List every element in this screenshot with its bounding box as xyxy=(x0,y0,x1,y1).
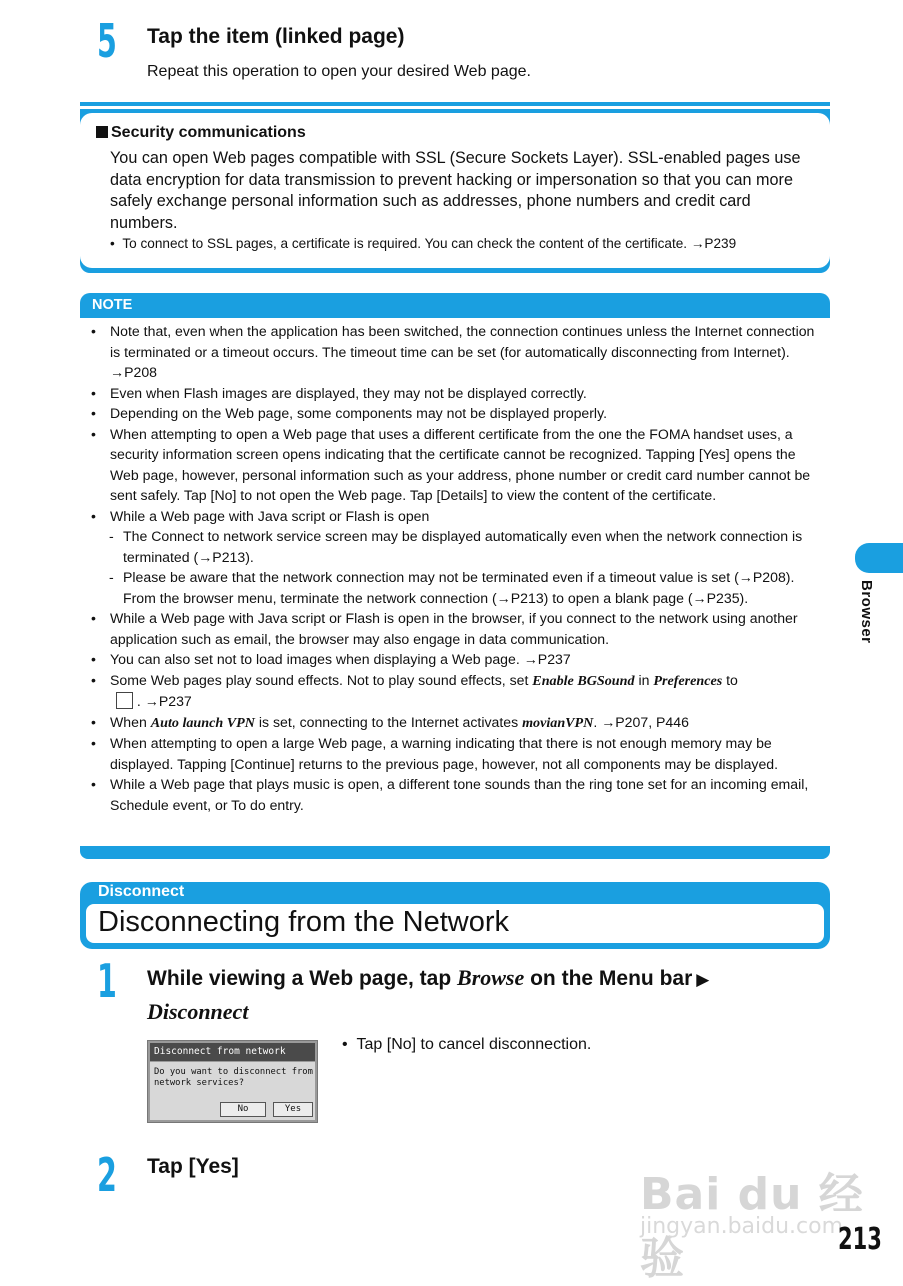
note-item: • Note that, even when the application has been switched, the connection continues unless the Internet connection is terminated or a timeout occurs. The timeout time can be set (for automatically disconnecting from Internet). →P208 xyxy=(91,323,815,380)
chapter-tab xyxy=(855,543,903,573)
square-bullet-icon xyxy=(96,126,108,138)
note-item: • When attempting to open a Web page that uses a different certificate from the one the FOMA handset uses, a security information screen opens indicating that the certificate cannot be recognized. Tapping [Yes] opens the Web page, however, personal information such as your address, phone number or credit card number cannot be sent safely. Tap [No] to not open the Web page. Tap [Details] to view the content of the certificate. xyxy=(91,425,811,503)
note-item: • You can also set not to load images when displaying a Web page. →P237 xyxy=(91,651,571,667)
note-item: • Even when Flash images are displayed, they may not be displayed correctly. xyxy=(91,384,587,401)
step-number-5: 5 xyxy=(97,14,117,68)
step-1-title: While viewing a Web page, tap Browse on the Menu bar ▶ Disconnect xyxy=(147,965,710,1024)
note-header xyxy=(80,293,830,318)
disconnect-menu-label: Disconnect xyxy=(147,999,249,1024)
step-number-1: 1 xyxy=(97,954,117,1008)
disconnect-title: Disconnecting from the Network xyxy=(98,906,509,938)
chapter-label: Browser xyxy=(858,580,875,644)
security-title-text: Security communications xyxy=(111,124,306,141)
step-5-description: Repeat this operation to open your desired Web page. xyxy=(147,63,531,80)
dialog-body xyxy=(150,1062,315,1120)
dialog-message-line-2: network services? xyxy=(154,1078,245,1088)
security-box xyxy=(80,113,830,273)
disconnect-section-header xyxy=(80,882,830,949)
dialog-yes-button: Yes xyxy=(273,1102,313,1117)
note-item: • While a Web page with Java script or Flash is open xyxy=(91,507,430,524)
dialog-no-button: No xyxy=(220,1102,266,1117)
note-item-vpn: • When Auto launch VPN is set, connecting to the Internet activates movianVPN. →P207, P446 xyxy=(91,713,689,731)
step-2-title: Tap [Yes] xyxy=(147,1155,239,1178)
security-top-rule xyxy=(80,102,830,106)
step-1-bullet: • Tap [No] to cancel disconnection. xyxy=(342,1036,592,1053)
disconnect-dialog-screenshot xyxy=(147,1040,318,1123)
movianvpn-label: movianVPN xyxy=(522,714,594,731)
baidu-watermark-logo: Bai du 经验 xyxy=(640,1169,864,1284)
dialog-message-line-1: Do you want to disconnect from xyxy=(154,1067,313,1077)
note-label: NOTE xyxy=(92,297,133,313)
note-item: • While a Web page with Java script or Flash is open in the browser, if you connect to the network using another application such as email, the browser may also engage in data communication. xyxy=(91,610,798,647)
security-box-inner xyxy=(80,113,830,268)
bullet-dot: • xyxy=(342,1036,348,1053)
disconnect-kicker: Disconnect xyxy=(98,883,185,900)
security-body: You can open Web pages compatible with SSL (Secure Sockets Layer). SSL-enabled pages use data encryption for data transmission to prevent hacking or impersonation so that you can more safely exchange personal information such as addresses, phone numbers and credit card numbers. xyxy=(110,149,801,232)
browse-menu-label: Browse xyxy=(457,965,525,990)
page-number: 213 xyxy=(838,1222,882,1257)
step-5-title: Tap the item (linked page) xyxy=(147,25,405,48)
note-item: • Depending on the Web page, some components may not be displayed properly. xyxy=(91,405,607,421)
enable-bgsound-label: Enable BGSound xyxy=(532,672,635,689)
baidu-watermark-url: jingyan.baidu.com xyxy=(640,1214,844,1239)
note-footer-bar xyxy=(80,846,830,859)
disconnect-title-panel xyxy=(86,904,824,943)
auto-launch-vpn-label: Auto launch VPN xyxy=(150,714,255,731)
note-list xyxy=(90,321,825,815)
note-item: • While a Web page that plays music is open, a different tone sounds than the ring tone set for an incoming email, Schedule event, or To do entry. xyxy=(91,776,809,813)
note-item: • When attempting to open a large Web page, a warning indicating that there is not enough memory may be displayed. Tapping [Continue] returns to the previous page, however, not all components may be displayed. xyxy=(91,735,779,772)
arrow-right-icon: ▶ xyxy=(696,970,710,989)
step-number-2: 2 xyxy=(97,1148,117,1202)
bullet-dot: • xyxy=(110,236,115,251)
dialog-title: Disconnect from network xyxy=(150,1043,315,1061)
security-title xyxy=(96,124,306,142)
security-bullet xyxy=(110,236,830,251)
unchecked-checkbox-icon xyxy=(116,692,133,709)
note-subitem: - Please be aware that the network connection may not be terminated even if a timeout value is set (→P208). From the browser menu, terminate the network connection (→P213) to open a blank page (→P235). xyxy=(109,569,795,606)
security-bullet-text: To connect to SSL pages, a certificate is required. You can check the content of the certificate. →P239 xyxy=(122,236,737,251)
note-item-sound: • Some Web pages play sound effects. Not to play sound effects, set Enable BGSound in Preferences to . →P237 xyxy=(91,671,738,709)
preferences-label: Preferences xyxy=(653,672,723,689)
note-subitem: - The Connect to network service screen may be displayed automatically even when the network connection is terminated (→P213). xyxy=(109,528,803,565)
